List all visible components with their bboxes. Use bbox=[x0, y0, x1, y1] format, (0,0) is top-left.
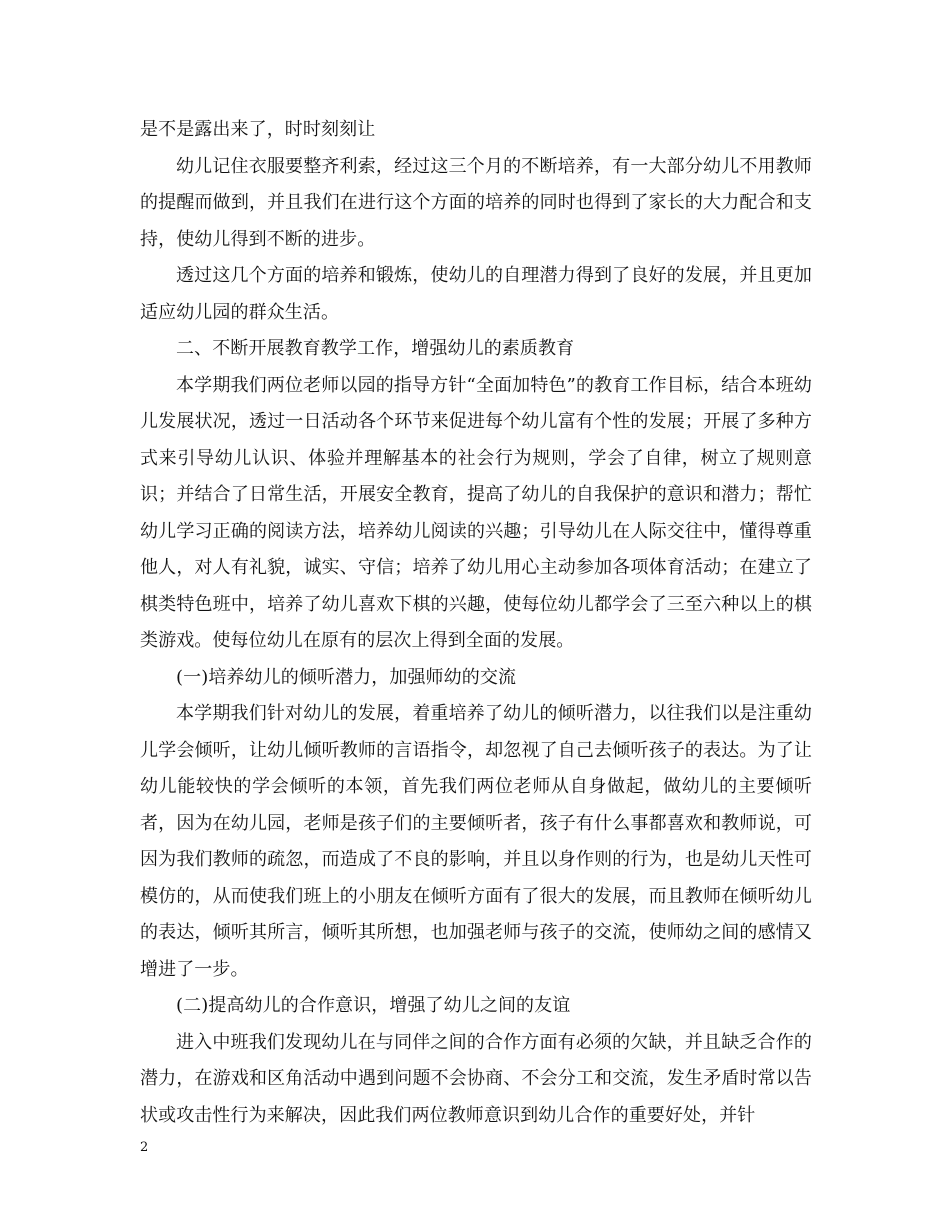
paragraph-cooperation: 进入中班我们发现幼儿在与同伴之间的合作方面有必须的欠缺，并且缺乏合作的潜力，在游戏和区角活动中遇到问题不会协商、不会分工和交流，发生矛盾时常以告状或攻击性行为来解决，因此我们两位教师意识到幼儿合作的重要好处，并针 bbox=[140, 1031, 812, 1126]
subheading-listening: (一)培养幼儿的倾听潜力，加强师幼的交流 bbox=[176, 666, 517, 688]
paragraph-clothing-habits: 幼儿记住衣服要整齐利索，经过这三个月的不断培养，有一大部分幼儿不用教师的提醒而做到，并且我们在进行这个方面的培养的同时也得到了家长的大力配合和支持，使幼儿得到不断的进步。 bbox=[140, 155, 812, 250]
document-body bbox=[140, 112, 812, 1134]
paragraph-continuation: 是不是露出来了，时时刻刻让 bbox=[140, 119, 376, 140]
paragraph-education-goals: 本学期我们两位老师以园的指导方针“全面加特色”的教育工作目标，结合本班幼儿发展状况，透过一日活动各个环节来促进每个幼儿富有个性的发展；开展了多种方式来引导幼儿认识、体验并理解基本的社会行为规则，学会了自律，树立了规则意识；并结合了日常生活，开展安全教育，提高了幼儿的自我保护的意识和潜力；帮忙幼儿学习正确的阅读方法，培养幼儿阅读的兴趣；引导幼儿在人际交往中，懂得尊重他人，对人有礼貌，诚实、守信；培养了幼儿用心主动参加各项体育活动；在建立了棋类特色班中，培养了幼儿喜欢下棋的兴趣，使每位幼儿都学会了三至六种以上的棋类游戏。使每位幼儿在原有的层次上得到全面的发展。 bbox=[140, 374, 812, 651]
page-number: 2 bbox=[140, 1140, 149, 1155]
paragraph-listening: 本学期我们针对幼儿的发展，着重培养了幼儿的倾听潜力，以往我们以是注重幼儿学会倾听，让幼儿倾听教师的言语指令，却忽视了自己去倾听孩子的表达。为了让幼儿能较快的学会倾听的本领，首先我们两位老师从自身做起，做幼儿的主要倾听者，因为在幼儿园，老师是孩子们的主要倾听者，孩子有什么事都喜欢和教师说，可因为我们教师的疏忽，而造成了不良的影响，并且以身作则的行为，也是幼儿天性可模仿的，从而使我们班上的小朋友在倾听方面有了很大的发展，而且教师在倾听幼儿的表达，倾听其所言，倾听其所想，也加强老师与孩子的交流，使师幼之间的感情又增进了一步。 bbox=[140, 703, 812, 980]
paragraph-self-care-summary: 透过这几个方面的培养和锻炼，使幼儿的自理潜力得到了良好的发展，并且更加适应幼儿园的群众生活。 bbox=[140, 265, 812, 323]
section-heading-education: 二、不断开展教育教学工作，增强幼儿的素质教育 bbox=[176, 338, 575, 359]
subheading-cooperation: (二)提高幼儿的合作意识，增强了幼儿之间的友谊 bbox=[176, 995, 571, 1016]
